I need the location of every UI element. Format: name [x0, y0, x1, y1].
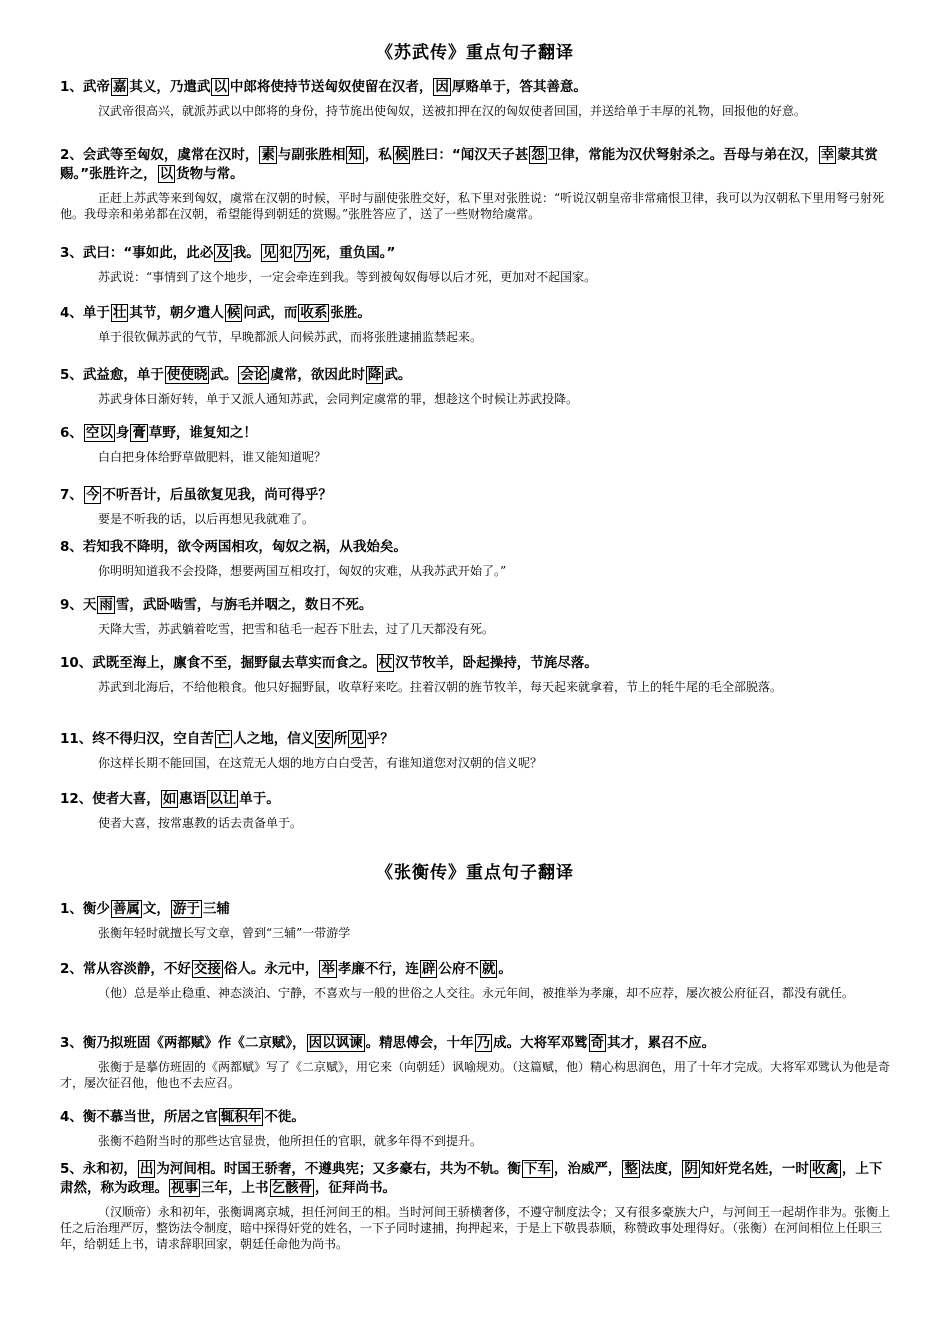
- key-word-box: 阴: [684, 1161, 698, 1177]
- key-word-box: 及: [216, 245, 230, 261]
- key-word-box: 以: [159, 166, 174, 182]
- translation-body: 使者大喜，按常惠教的话去责备单于。: [98, 816, 303, 830]
- sentence-text: 不听吾计，后虽欲复见我，尚可得乎？: [102, 487, 332, 503]
- sentence-text: ，征拜尚书。: [315, 1180, 396, 1196]
- sentence-text: 6、: [60, 425, 83, 441]
- translation-body: 苏武到北海后，不给他粮食。他只好掘野鼠，收草籽来吃。拄着汉朝的旌节牧羊，每天起来就拿着，节上的牦牛尾的毛全部脱落。: [98, 680, 783, 694]
- su-item: [60, 730, 890, 771]
- key-word-box: 嘉: [112, 79, 127, 95]
- key-word-box: 今: [85, 487, 100, 503]
- sentence-text: 法度，: [640, 1161, 682, 1177]
- translation-text: [60, 511, 890, 527]
- translation-body: 白白把身体给野草做肥料，谁又能知道呢？: [98, 450, 327, 464]
- key-word-box: 怨: [531, 147, 545, 163]
- key-word-box: 奇: [590, 1035, 605, 1051]
- source-sentence: [60, 960, 890, 979]
- source-sentence: [60, 790, 890, 809]
- sentence-text: 俗人。永元中，: [223, 961, 319, 977]
- sentence-text: 卫律，常能为汉伏弩射杀之。吾母与弟在汉，: [547, 147, 818, 163]
- sentence-text: 其节，朝夕遣人: [129, 305, 224, 321]
- key-word-box: 亡: [216, 731, 231, 747]
- key-word-box: 使使晓: [166, 367, 208, 383]
- source-sentence: [60, 1034, 890, 1053]
- sentence-text: 虞常，欲因此时: [270, 367, 365, 383]
- translation-text: [60, 985, 890, 1001]
- sentence-text: 中郎将使持节送匈奴使留在汉者，: [229, 79, 433, 95]
- sentence-text: 雪，武卧啮雪，与旃毛并咽之，数日不死。: [115, 597, 373, 613]
- key-word-box: 收禽: [811, 1161, 839, 1177]
- translation-body: 苏武身体日渐好转，单于又派人通知苏武，会同判定虞常的罪，想趁这个时候让苏武投降。: [98, 392, 579, 406]
- translation-text: [60, 391, 890, 407]
- key-word-box: 见: [350, 731, 364, 747]
- key-word-box: 幸: [820, 147, 835, 163]
- zhang-item: [60, 1108, 890, 1149]
- source-sentence: [60, 486, 890, 505]
- translation-body: （他）总是举止稳重、神态淡泊、宁静，不喜欢与一般的世俗之人交往。永元年间，被推举为孝廉，却不应荐，屡次被公府征召，都没有就任。: [98, 986, 855, 1000]
- sentence-text: 5、永和初，: [60, 1161, 137, 1177]
- key-word-box: 下车: [523, 1161, 551, 1177]
- sentence-text: 4、单于: [60, 305, 110, 321]
- source-sentence: [60, 146, 890, 184]
- key-word-box: 素: [261, 147, 275, 163]
- sentence-text: 死，重负国。”: [312, 245, 396, 261]
- source-sentence: [60, 730, 890, 749]
- sentence-text: ，治威严，: [553, 1161, 622, 1177]
- key-word-box: 雨: [99, 597, 113, 613]
- key-word-box: 整: [624, 1161, 638, 1177]
- source-sentence: [60, 538, 890, 557]
- sentence-text: 2、常从容淡静，不好: [60, 961, 191, 977]
- sentence-text: 草野，谁复知之！: [148, 425, 257, 441]
- sentence-text: 三年，上书: [201, 1180, 269, 1196]
- translation-text: [60, 925, 890, 941]
- source-sentence: [60, 900, 890, 919]
- key-word-box: 乞骸骨: [271, 1180, 312, 1196]
- key-word-box: 会论: [240, 367, 268, 383]
- sentence-text: 11、终不得归汉，空自苦: [60, 731, 214, 747]
- key-word-box: 游于: [172, 901, 200, 917]
- sentence-text: 10、武既至海上，廪食不至，掘野鼠去草实而食之。: [60, 655, 376, 671]
- translation-text: [60, 621, 890, 637]
- sentence-text: 公府不: [438, 961, 479, 977]
- source-sentence: [60, 654, 890, 673]
- translation-body: （汉顺帝）永和初年，张衡调离京城，担任河间王的相。当时河间王骄横奢侈，不遵守制度法令；又有很多豪族大户，与河间王一起胡作非为。张衡上任之后治理严厉，整饬法令制度，暗中探得奸党的姓名，一下子同时逮捕，拘押起来，于是上下敬畏恭顺，称赞政事处理得好。（张衡）在河间相位上任职三年，给朝廷上书，请求辞职回家，朝廷任命他为尚书。: [60, 1205, 891, 1251]
- su-item: [60, 424, 890, 465]
- zhang-item: [60, 900, 890, 941]
- su-item: [60, 244, 890, 285]
- sentence-text: 武。: [384, 367, 412, 383]
- sentence-text: 文，: [142, 901, 170, 917]
- sentence-text: 其义，乃遣武: [129, 79, 211, 95]
- sentence-text: 9、天: [60, 597, 97, 613]
- source-sentence: [60, 78, 890, 97]
- sentence-text: 单于。: [239, 791, 280, 807]
- su-item: [60, 304, 890, 345]
- su-item: [60, 596, 890, 637]
- translation-text: [60, 269, 890, 285]
- key-word-box: 以让: [209, 791, 237, 807]
- key-word-box: 乃: [295, 245, 310, 261]
- translation-body: 张衡于是摹仿班固的《两都赋》写了《二京赋》，用它来（向朝廷）讽喻规劝。（这篇赋，他）精心构思润色，用了十年才完成。大将军邓骘认为他是奇才，屡次征召他，他也不去应召。: [60, 1060, 891, 1090]
- sentence-text: 所: [333, 731, 348, 747]
- sentence-text: 1、武帝: [60, 79, 110, 95]
- translation-body: 你明明知道我不会投降，想要两国互相攻打，匈奴的灾难，从我苏武开始了。”: [98, 564, 507, 578]
- key-word-box: 空以: [85, 425, 113, 441]
- key-word-box: 以: [213, 79, 227, 95]
- key-word-box: 知: [348, 147, 362, 163]
- translation-text: [60, 815, 890, 831]
- key-word-box: 视事: [171, 1180, 198, 1196]
- sentence-text: 为河间相。时国王骄奢，不遵典宪；又多豪右，共为不轨。衡: [156, 1161, 521, 1177]
- sentence-text: 汉节牧羊，卧起操持，节旄尽落。: [395, 655, 598, 671]
- translation-body: 张衡不趋附当时的那些达官显贵，他所担任的官职，就多年得不到提升。: [98, 1134, 483, 1148]
- source-sentence: [60, 1108, 890, 1127]
- translation-body: 你这样长期不能回国，在这荒无人烟的地方白白受苦，有谁知道您对汉朝的信义呢？: [98, 756, 543, 770]
- translation-text: [60, 563, 890, 579]
- key-word-box: 辄积年: [220, 1109, 262, 1125]
- key-word-box: 降: [367, 367, 382, 383]
- source-sentence: [60, 366, 890, 385]
- sentence-text: 身: [115, 425, 130, 441]
- sentence-text: 乎？: [366, 731, 394, 747]
- su-item: [60, 366, 890, 407]
- sentence-text: 4、衡不慕当世，所居之官: [60, 1109, 218, 1125]
- sentence-text: 8、若知我不降明，欲令两国相攻，匈奴之祸，从我始矣。: [60, 539, 407, 555]
- translation-text: [60, 449, 890, 465]
- key-word-box: 就: [481, 961, 496, 977]
- sentence-text: 。: [498, 961, 512, 977]
- source-sentence: [60, 596, 890, 615]
- translation-text: [60, 1133, 890, 1149]
- sentence-text: 三辅: [202, 901, 230, 917]
- source-sentence: [60, 244, 890, 263]
- key-word-box: 出: [139, 1161, 154, 1177]
- su-item: [60, 538, 890, 579]
- sentence-text: 2、会武等至匈奴，虞常在汉时，: [60, 147, 259, 163]
- sentence-text: 犯: [279, 245, 293, 261]
- sentence-text: 我。: [232, 245, 260, 261]
- sentence-text: 货物与常。: [176, 166, 244, 182]
- source-sentence: [60, 1160, 890, 1198]
- sentence-text: 不徙。: [264, 1109, 305, 1125]
- translation-text: [60, 1059, 890, 1091]
- key-word-box: 乃: [476, 1035, 491, 1051]
- translation-text: [60, 1204, 890, 1252]
- source-sentence: [60, 304, 890, 323]
- sentence-text: 知奸党名姓，一时: [700, 1161, 809, 1177]
- sentence-text: 3、武曰：“事如此，此必: [60, 245, 214, 261]
- sentence-text: 厚赂单于，答其善意。: [451, 79, 587, 95]
- sentence-text: 问武，而: [243, 305, 298, 321]
- translation-text: [60, 190, 890, 222]
- translation-body: 天降大雪，苏武躺着吃雪，把雪和毡毛一起吞下肚去，过了几天都没有死。: [98, 622, 495, 636]
- zhang-item: [60, 1160, 890, 1252]
- source-sentence: [60, 424, 890, 443]
- translation-text: [60, 103, 890, 119]
- sentence-text: 1、衡少: [60, 901, 110, 917]
- key-word-box: 如: [162, 791, 177, 807]
- sentence-text: 孝廉不行，连: [337, 961, 419, 977]
- translation-text: [60, 329, 890, 345]
- key-word-box: 候: [226, 305, 241, 321]
- translation-text: [60, 755, 890, 771]
- su-item: [60, 486, 890, 527]
- sentence-text: 胜曰：“闻汉天子甚: [411, 147, 529, 163]
- sentence-text: 成。大将军邓骘: [493, 1035, 588, 1051]
- section-title-su-wu: 《苏武传》重点句子翻译: [376, 43, 574, 63]
- translation-body: 汉武帝很高兴，就派苏武以中郎将的身份，持节旄出使匈奴，送被扣押在汉的匈奴使者回国，并送给单于丰厚的礼物，回报他的好意。: [98, 104, 807, 118]
- sentence-text: 人之地，信义: [233, 731, 315, 747]
- sentence-text: 3、衡乃拟班固《两都赋》作《二京赋》，: [60, 1035, 306, 1051]
- sentence-text: 12、使者大喜，: [60, 791, 160, 807]
- translation-body: 苏武说：“事情到了这个地步，一定会牵连到我。等到被匈奴侮辱以后才死，更加对不起国家。: [98, 270, 597, 284]
- zhang-item: [60, 960, 890, 1001]
- key-word-box: 见: [262, 245, 277, 261]
- translation-body: 单于很钦佩苏武的气节，早晚都派人问候苏武，而将张胜逮捕监禁起来。: [98, 330, 483, 344]
- key-word-box: 举: [321, 961, 335, 977]
- translation-body: 张衡年轻时就擅长写文章，曾到“三辅”一带游学: [98, 926, 351, 940]
- su-item: [60, 78, 890, 119]
- key-word-box: 候: [394, 147, 409, 163]
- sentence-text: ，上下肃然，称为政理。: [60, 1161, 883, 1196]
- translation-body: 要是不听我的话，以后再想见我就难了。: [98, 512, 315, 526]
- sentence-text: 5、武益愈，单于: [60, 367, 164, 383]
- sentence-text: 。精思傅会，十年: [365, 1035, 474, 1051]
- su-item: [60, 790, 890, 831]
- key-word-box: 交接: [193, 961, 221, 977]
- sentence-text: 武。: [210, 367, 238, 383]
- key-word-box: 因以讽谏: [308, 1035, 363, 1051]
- sentence-text: 蒙其赏赐。”张胜许之，: [60, 147, 878, 182]
- key-word-box: 壮: [112, 305, 127, 321]
- su-item: [60, 654, 890, 695]
- key-word-box: 辟: [421, 961, 436, 977]
- sentence-text: 惠语: [179, 791, 207, 807]
- su-item: [60, 146, 890, 222]
- sentence-text: ，私: [364, 147, 392, 163]
- sentence-text: 其才，累召不应。: [607, 1035, 716, 1051]
- sentence-text: 与副张胜相: [277, 147, 346, 163]
- key-word-box: 因: [435, 79, 449, 95]
- sentence-text: 张胜。: [330, 305, 371, 321]
- key-word-box: 膏: [132, 425, 146, 441]
- sentence-text: 7、: [60, 487, 83, 503]
- key-word-box: 收系: [300, 305, 328, 321]
- key-word-box: 杖: [378, 655, 393, 671]
- translation-body: 正赶上苏武等来到匈奴，虞常在汉朝的时候，平时与副使张胜交好，私下里对张胜说：“听说汉朝皇帝非常痛恨卫律，我可以为汉朝私下里用弩弓射死他。我母亲和弟弟都在汉朝，希望能得到朝廷的赏赐。”张胜答应了，送了一些财物给虞常。: [60, 191, 885, 221]
- key-word-box: 善属: [112, 901, 140, 917]
- translation-text: [60, 679, 890, 695]
- zhang-item: [60, 1034, 890, 1091]
- key-word-box: 安: [317, 731, 331, 747]
- section-title-zhang-heng: 《张衡传》重点句子翻译: [376, 863, 574, 883]
